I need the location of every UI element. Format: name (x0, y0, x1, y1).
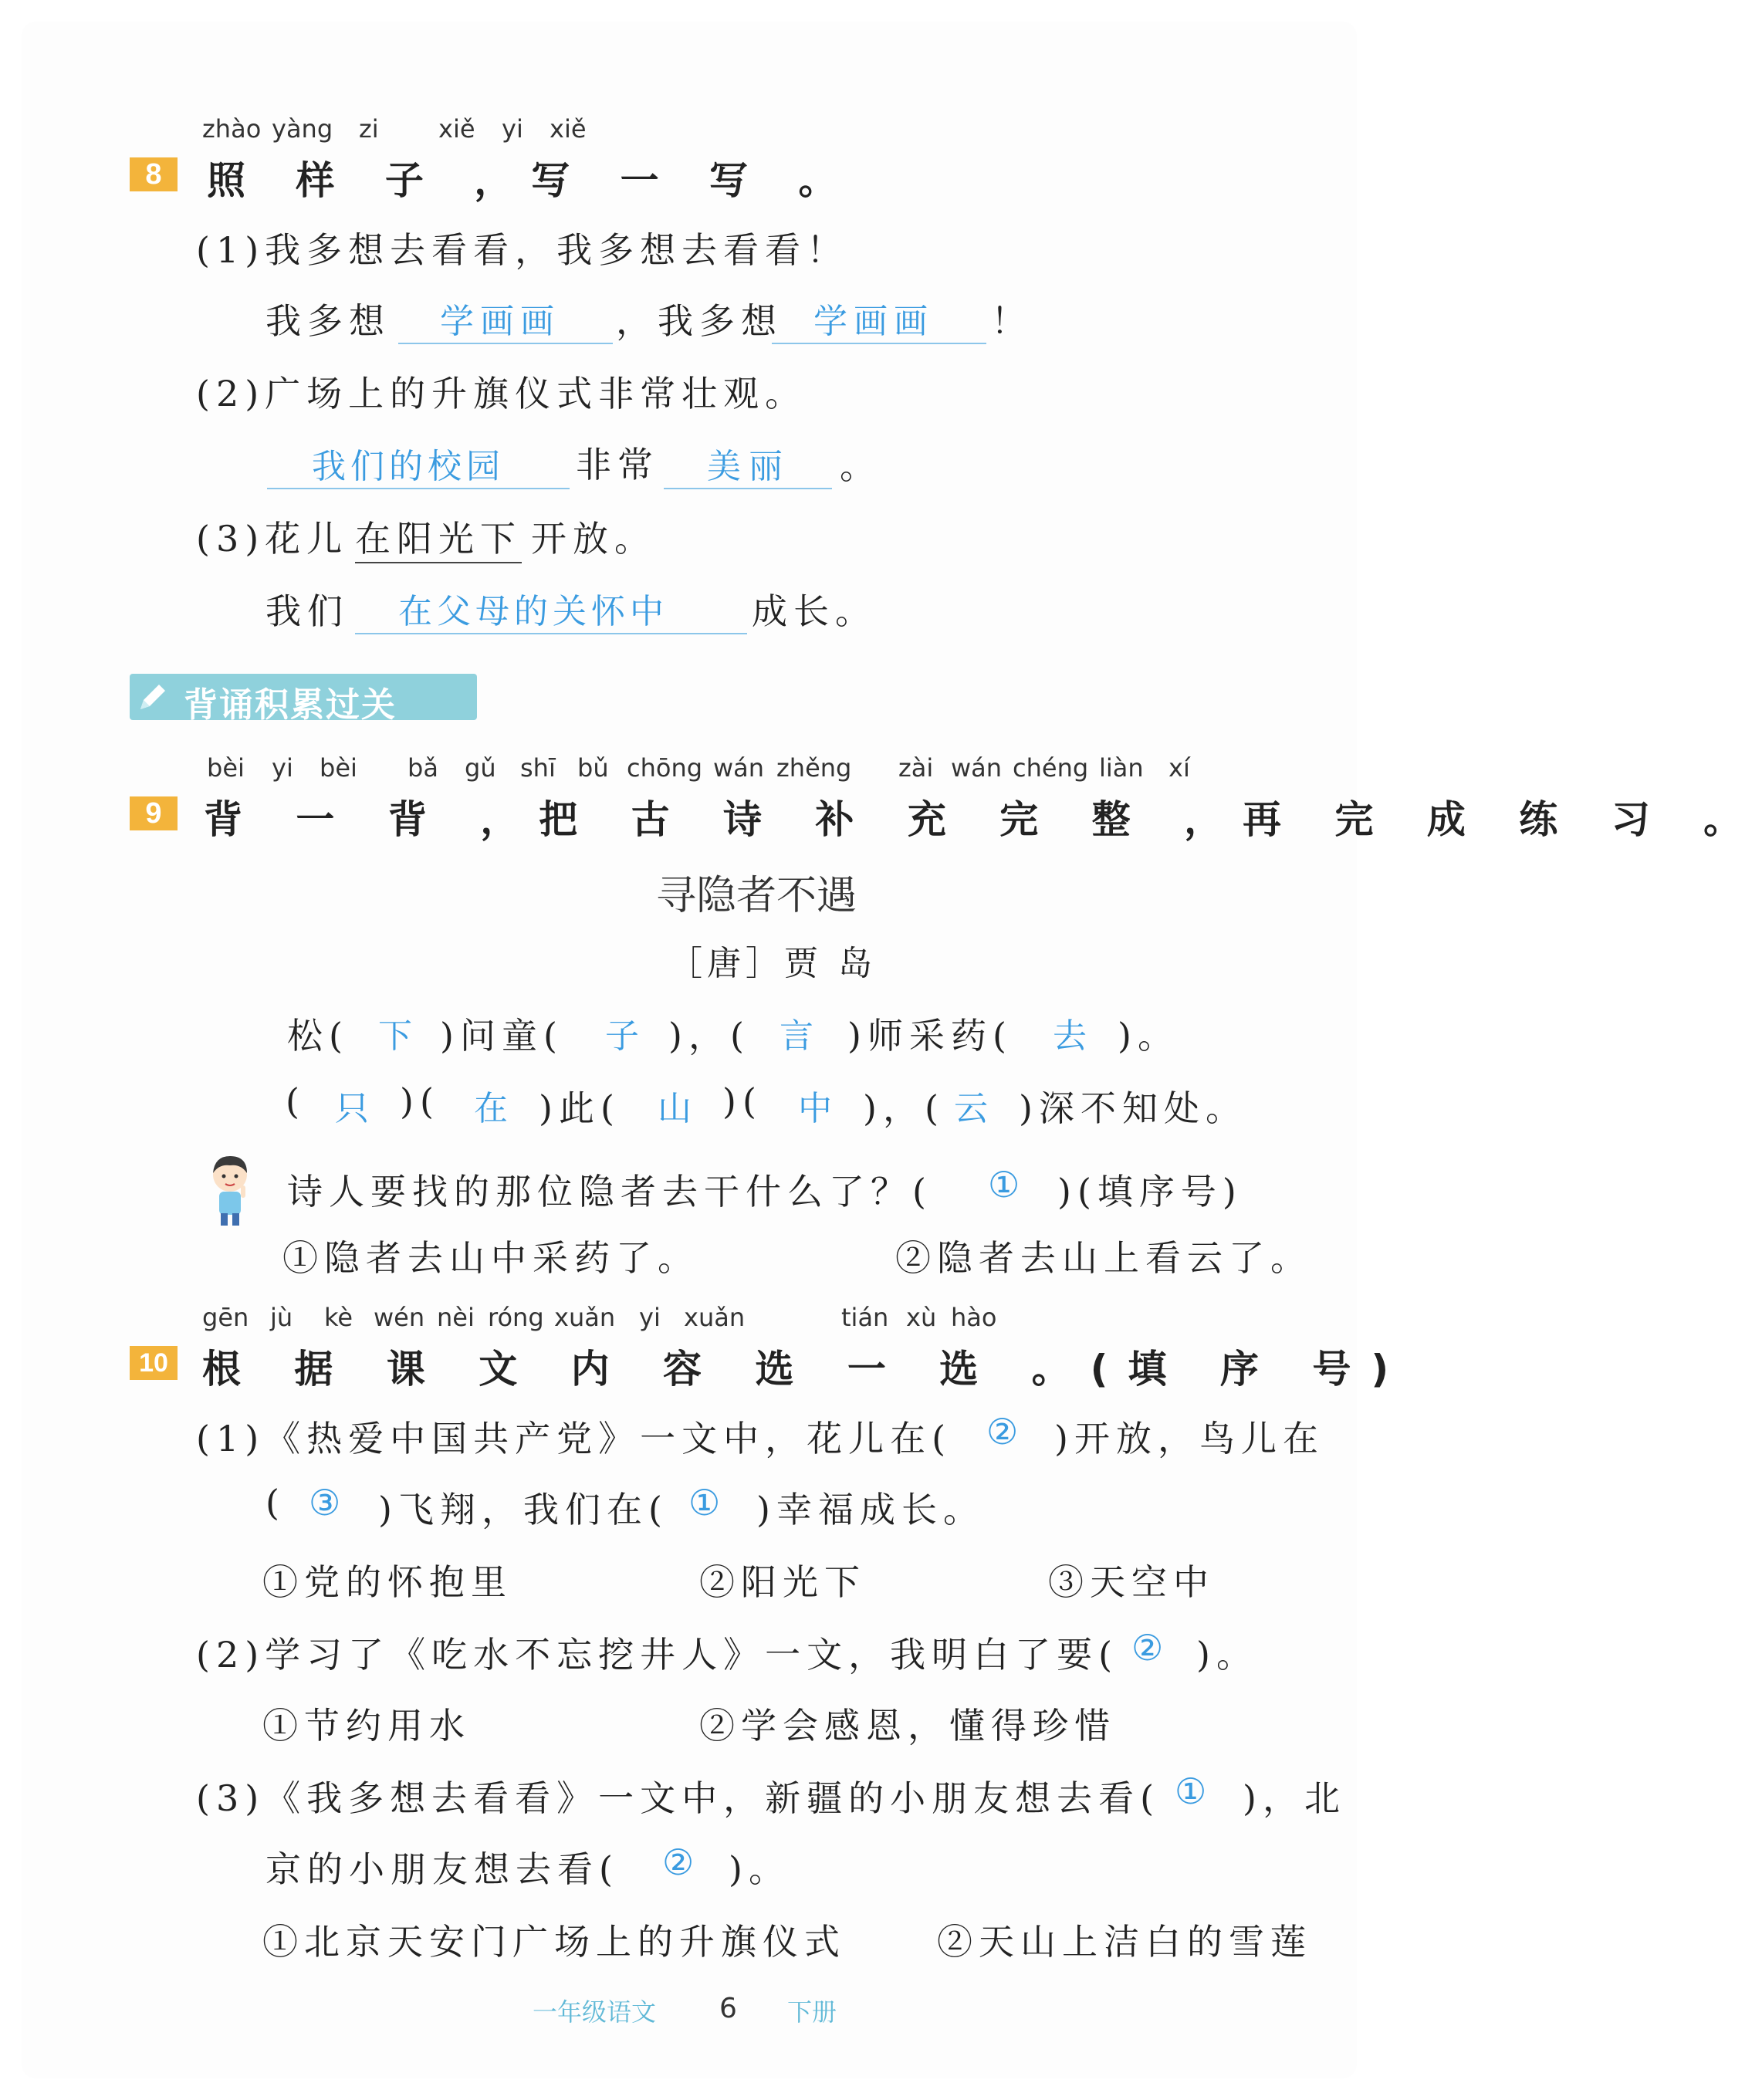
option: ②学会感恩，懂得珍惜 (699, 1705, 1116, 1747)
item-1-prompt: (1)我多想去看看，我多想去看看！ (196, 229, 849, 271)
page-number: 6 (719, 1993, 737, 2024)
pinyin: bèi (207, 753, 245, 783)
item-3-prefix: 我们 (265, 590, 349, 632)
answer-text: 美丽 (707, 447, 790, 486)
question-suffix: )(填序号) (1057, 1171, 1243, 1212)
option: ②阳光下 (699, 1561, 866, 1603)
item-text: 京的小朋友想去看( (265, 1848, 619, 1890)
item-text: (2)学习了《吃水不忘挖井人》一文，我明白了要( (196, 1634, 1119, 1676)
pinyin: xuǎn (684, 1303, 746, 1332)
pinyin: nèi (437, 1303, 475, 1332)
option: ①党的怀抱里 (262, 1561, 512, 1603)
pinyin: chōng (627, 753, 703, 783)
poem-text: )此( (539, 1087, 621, 1129)
question-number-badge: 10 (130, 1346, 178, 1380)
question-title: 照 样 子 ，写 一 写 。 (207, 158, 856, 203)
item-text: )飞翔，我们在( (378, 1489, 668, 1530)
answer-text: 云 (954, 1089, 988, 1128)
pinyin: gēn (202, 1303, 249, 1332)
option-2: ②隐者去山上看云了。 (895, 1237, 1312, 1279)
poem-author: ［唐］贾 岛 (668, 944, 877, 983)
pinyin: wán (951, 753, 1003, 783)
pencil-icon (136, 680, 170, 714)
poem-text: )( (722, 1080, 763, 1122)
pinyin: zài (898, 753, 934, 783)
item-1-middle: ，我多想 (616, 300, 783, 342)
item-2-suffix: 。 (840, 445, 881, 487)
option: ③天空中 (1048, 1561, 1215, 1603)
answer-text: 学画画 (440, 302, 560, 341)
answer-text: 在 (474, 1089, 508, 1128)
pinyin: xí (1168, 753, 1190, 783)
item-text: )。 (1196, 1634, 1258, 1676)
answer-text: 我们的校园 (312, 447, 505, 486)
poem-text: )，( (668, 1015, 750, 1057)
pinyin: bèi (320, 753, 357, 783)
question-number-badge: 8 (130, 157, 178, 191)
answer-text: ① (688, 1482, 721, 1523)
footer-subject: 一年级语文 (533, 1997, 657, 2027)
answer-text: 中 (798, 1089, 832, 1128)
answer-text: 学画画 (813, 302, 934, 341)
answer-text: 只 (335, 1089, 369, 1128)
item-2-prompt: (2)广场上的升旗仪式非常壮观。 (196, 373, 807, 414)
section-banner (130, 674, 477, 725)
pinyin: xuǎn (554, 1303, 616, 1332)
pinyin: wén (374, 1303, 425, 1332)
pinyin: yàng (272, 114, 333, 144)
pinyin: tián (841, 1303, 889, 1332)
pinyin: liàn (1099, 753, 1144, 783)
option: ①节约用水 (262, 1705, 471, 1747)
pinyin: bǔ (577, 753, 609, 783)
answer-line (772, 343, 986, 344)
item-text: )。 (729, 1848, 790, 1890)
answer-text: 在父母的关怀中 (398, 592, 668, 631)
pinyin: hào (951, 1303, 997, 1332)
item-3-prompt-post: 开放。 (531, 518, 656, 560)
answer-line (355, 633, 747, 634)
item-text: )，北 (1243, 1777, 1346, 1819)
pinyin: wán (713, 753, 765, 783)
pinyin: shī (520, 753, 556, 783)
poem-title: 寻隐者不遇 (656, 873, 857, 919)
question-number-badge: 9 (130, 796, 178, 830)
pinyin: róng (488, 1303, 544, 1332)
question-title: 背 一 背 ，把 古 诗 补 充 完 整 ，再 完 成 练 习 。 (204, 797, 1762, 842)
pinyin: xiě (550, 114, 587, 144)
answer-text: 言 (780, 1016, 813, 1056)
answer-text: ② (662, 1841, 695, 1883)
item-1-suffix: ！ (991, 300, 1033, 342)
option-1: ①隐者去山中采药了。 (282, 1237, 699, 1279)
item-3-prompt-pre: (3)花儿 (196, 518, 349, 560)
item-text: )开放，鸟儿在 (1054, 1418, 1324, 1459)
answer-text: ① (1175, 1770, 1207, 1812)
answer-text: ② (1131, 1627, 1164, 1669)
pinyin: yi (639, 1303, 661, 1332)
item-3-prompt-underlined: 在阳光下 (355, 511, 522, 563)
pinyin: chéng (1013, 753, 1089, 783)
answer-line (267, 488, 570, 489)
answer-text: ② (986, 1411, 1019, 1452)
item-2-middle: 非常 (576, 444, 659, 485)
answer-text: 下 (378, 1016, 412, 1056)
poem-text: )，( (863, 1087, 945, 1129)
item-3-suffix: 成长。 (752, 590, 877, 632)
pinyin: xù (906, 1303, 937, 1332)
answer-line (664, 488, 832, 489)
answer-text: 山 (658, 1089, 692, 1128)
pinyin: zhào (202, 114, 262, 144)
item-1-prefix: 我多想 (265, 300, 391, 342)
footer-volume: 下册 (787, 1997, 837, 2027)
pinyin: yi (502, 114, 523, 144)
poem-text: )。 (1118, 1015, 1179, 1057)
child-avatar-icon (202, 1151, 258, 1229)
question-text: 诗人要找的那位隐者去干什么了？( (287, 1171, 932, 1212)
item-text: ( (265, 1482, 286, 1523)
pinyin: zi (359, 114, 379, 144)
pinyin: yi (272, 753, 293, 783)
poem-text: ( (286, 1080, 306, 1122)
pinyin: kè (324, 1303, 353, 1332)
pinyin: zhěng (776, 753, 852, 783)
answer-text: 子 (605, 1016, 639, 1056)
pinyin: bǎ (408, 753, 438, 783)
pinyin: jù (270, 1303, 293, 1332)
answer-text: 去 (1053, 1016, 1087, 1056)
poem-text: 松( (287, 1015, 349, 1057)
poem-text: )师采药( (847, 1015, 1013, 1057)
option: ②天山上洁白的雪莲 (937, 1921, 1312, 1963)
answer-text: ③ (309, 1482, 341, 1523)
question-title: 根 据 课 文 内 容 选 一 选 。(填 序 号) (202, 1347, 1409, 1392)
poem-text: )深不知处。 (1019, 1087, 1247, 1129)
item-text: )幸福成长。 (756, 1489, 985, 1530)
poem-text: )( (400, 1080, 440, 1122)
answer-line (398, 343, 613, 344)
answer-text: ① (988, 1164, 1020, 1206)
poem-text: )问童( (440, 1015, 563, 1057)
item-text: (1)《热爱中国共产党》一文中，花儿在( (196, 1418, 952, 1459)
option: ①北京天安门广场上的升旗仪式 (262, 1921, 846, 1963)
banner-label: 背诵积累过关 (184, 685, 397, 725)
item-text: (3)《我多想去看看》一文中，新疆的小朋友想去看( (196, 1777, 1161, 1819)
pinyin: gǔ (465, 753, 496, 783)
pinyin: xiě (438, 114, 475, 144)
